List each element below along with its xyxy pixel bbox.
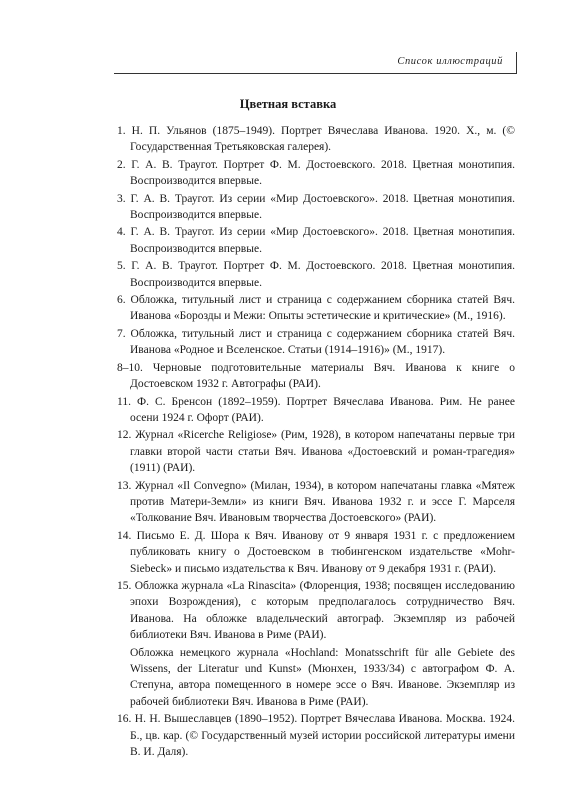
list-item: 11. Ф. С. Бренсон (1892–1959). Портрет Вячеслава Иванова. Рим. Не ранее осени 1924 г. Офорт (РАИ). bbox=[117, 395, 515, 424]
list-item-continuation: Обложка немецкого журнала «Hochland: Monatsschrift für alle Gebiete des Wissens, der Literatur und Kunst» (Мюнхен, 1933/34) с автографом Ф. А. Степуна, автора помещенного в номере эссе о Вяч. Иванове. Экземпляр из рабочей библиотеки Вяч. Иванова в Риме (РАИ). bbox=[130, 646, 515, 708]
list-item: 4. Г. А. В. Траугот. Из серии «Мир Достоевского». 2018. Цветная монотипия. Воспроизводится впервые. bbox=[117, 226, 515, 255]
list-item: 7. Обложка, титульный лист и страница с содержанием сборника статей Вяч. Иванова «Родное и Вселенское. Статьи (1914–1916)» (М., 1917). bbox=[117, 327, 515, 357]
illustration-list bbox=[117, 123, 515, 761]
running-title: Список иллюстраций bbox=[397, 56, 503, 67]
header-vertical-rule bbox=[516, 52, 517, 74]
list-item: 8–10. Черновые подготовительные материалы Вяч. Иванова к книге о Достоевском 1932 г. Автографы (РАИ). bbox=[117, 361, 515, 391]
list-item: 12. Журнал «Ricerche Religiose» (Рим, 1928), в котором напечатаны первые три главки второй части статьи Вяч. Иванова «Достоевский и роман-трагедия» (1911) (РАИ). bbox=[117, 429, 515, 475]
list-item: 14. Письмо Е. Д. Шора к Вяч. Иванову от 9 января 1931 г. с предложением публиковать книгу о Достоевском в тюбингенском издательстве «Mohr-Siebeck» и письмо издательства к Вяч. Иванову от 9 декабря 1931 г. (РАИ). bbox=[117, 529, 515, 575]
list-item: 2. Г. А. В. Траугот. Портрет Ф. М. Достоевского. 2018. Цветная монотипия. Воспроизводится впервые. bbox=[117, 158, 515, 188]
list-item: 16. Н. Н. Вышеславцев (1890–1952). Портрет Вячеслава Иванова. Москва. 1924. Б., цв. кар. (© Государственный музей истории российской литературы имени В. И. Даля). bbox=[117, 713, 515, 759]
list-item: 3. Г. А. В. Траугот. Из серии «Мир Достоевского». 2018. Цветная монотипия. Воспроизводится впервые. bbox=[117, 192, 515, 222]
section-title: Цветная вставка bbox=[239, 97, 337, 111]
running-header bbox=[114, 52, 517, 74]
list-item: 1. Н. П. Ульянов (1875–1949). Портрет Вячеслава Иванова. 1920. Х., м. (© Государственная Третьяковская галерея). bbox=[117, 125, 515, 154]
list-item: 13. Журнал «Il Convegno» (Милан, 1934), в котором напечатаны главка «Мятеж против Матери-Земли» из книги Вяч. Иванова 1932 г. и эссе Г. Марселя «Толкование Вяч. Ивановым творчества Достоевского» (РАИ). bbox=[117, 479, 515, 525]
list-item: 6. Обложка, титульный лист и страница с содержанием сборника статей Вяч. Иванова «Борозды и Межи: Опыты эстетические и критические» (М., 1916). bbox=[117, 294, 515, 323]
list-item: 5. Г. А. В. Траугот. Портрет Ф. М. Достоевского. 2018. Цветная монотипия. Воспроизводится впервые. bbox=[117, 260, 515, 289]
list-item: 15. Обложка журнала «La Rinascita» (Флоренция, 1938; посвящен исследованию эпохи Возрождения), с которым предполагалось сотрудничество Вяч. Иванова. На обложке владельческий автограф. Экземпляр из рабочей библиотеки Вяч. Иванова в Риме (РАИ). bbox=[117, 579, 515, 642]
